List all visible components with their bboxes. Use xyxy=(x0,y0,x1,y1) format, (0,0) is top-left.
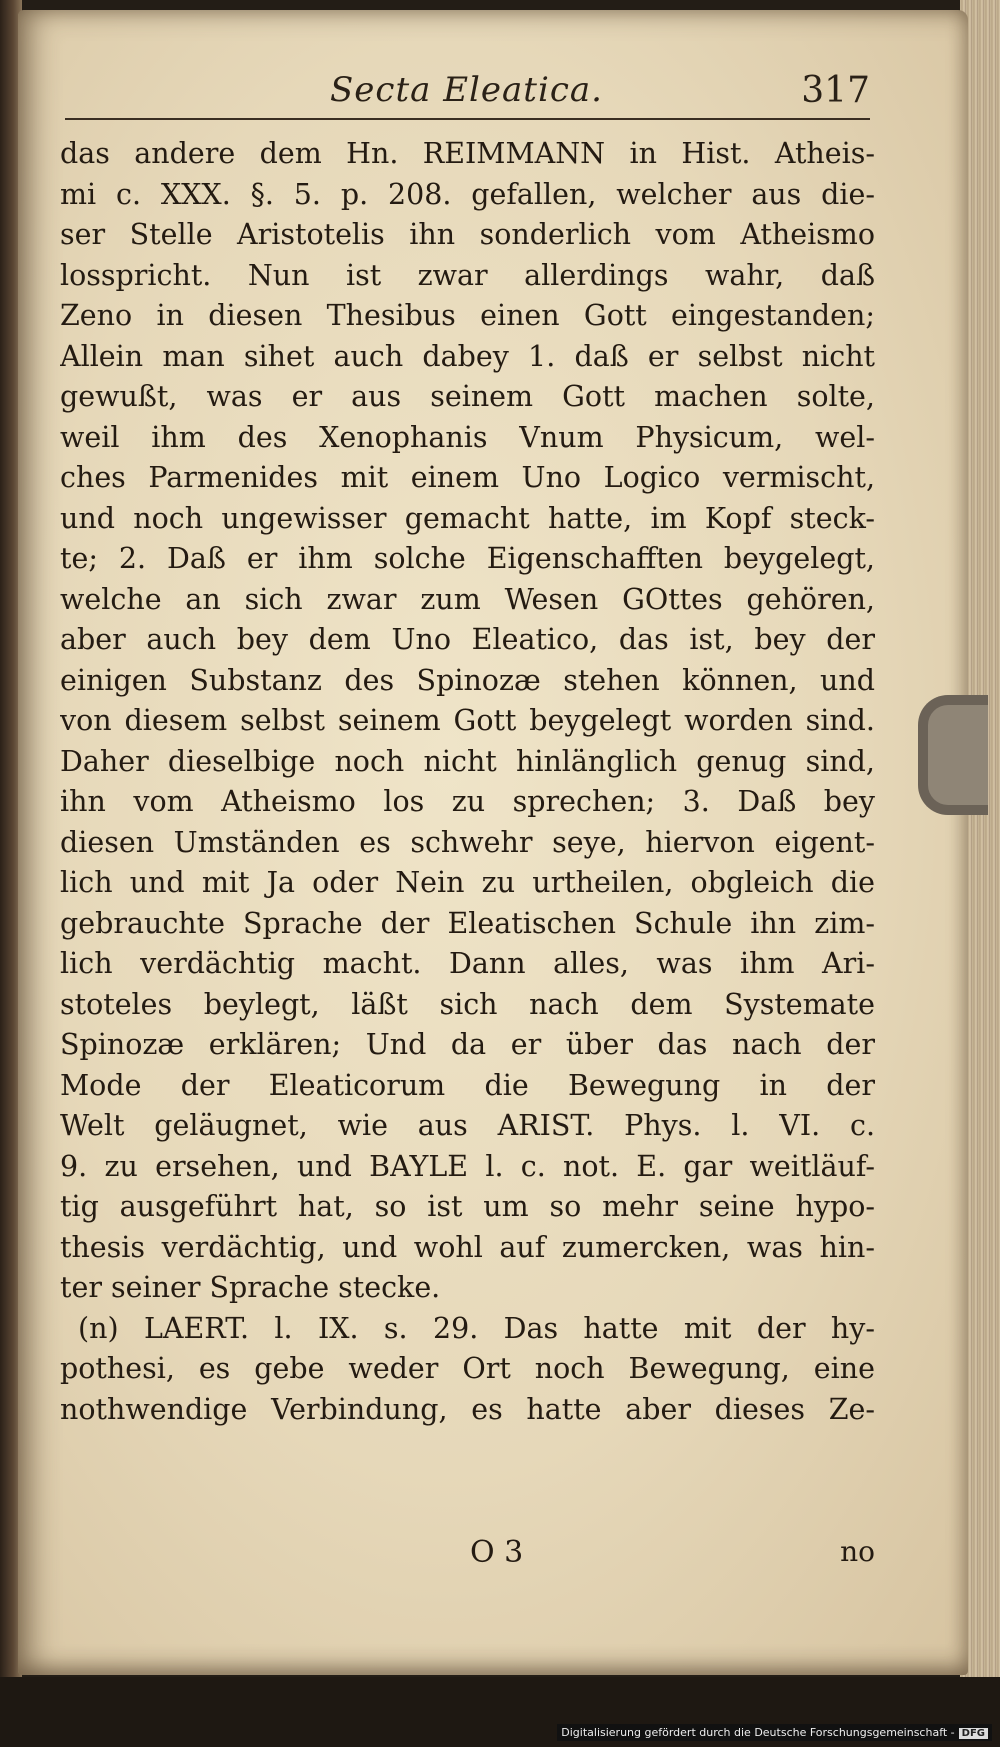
body-text xyxy=(60,134,875,1430)
header-rule xyxy=(65,118,870,120)
text-line: von diesem selbst seinem Gott beygelegt worden sind. xyxy=(60,704,875,737)
digitization-credit xyxy=(557,1724,992,1741)
page-number: 317 xyxy=(801,70,870,111)
text-line: lich und mit Ja oder Nein zu urtheilen, obgleich die xyxy=(60,866,875,899)
text-line: gebrauchte Sprache der Eleatischen Schule ihn zim- xyxy=(60,906,875,940)
text-line: welche an sich zwar zum Wesen GOttes gehören, xyxy=(60,582,875,616)
dfg-logo-icon: DFG xyxy=(959,1728,988,1739)
text-line: aber auch bey dem Uno Eleatico, das ist, bey der xyxy=(60,623,875,656)
text-line: Welt geläugnet, wie aus ARIST. Phys. l. VI. c. xyxy=(60,1109,875,1142)
footnote-line: pothesi, es gebe weder Ort noch Bewegung, eine xyxy=(60,1352,875,1385)
text-line: losspricht. Nun ist zwar allerdings wahr, daß xyxy=(60,258,875,292)
text-line: 9. zu ersehen, und BAYLE l. c. not. E. gar weitläuf- xyxy=(60,1149,875,1183)
text-line: gewußt, was er aus seinem Gott machen solte, xyxy=(60,380,875,413)
page-header xyxy=(330,70,870,120)
text-line: ter seiner Sprache stecke. xyxy=(60,1271,441,1304)
text-line: und noch ungewisser gemacht hatte, im Kopf steck- xyxy=(60,501,875,535)
text-line: ser Stelle Aristotelis ihn sonderlich vom Atheismo xyxy=(60,218,875,251)
text-line: diesen Umständen es schwehr seye, hiervon eigent- xyxy=(60,825,875,859)
text-line: Allein man sihet auch dabey 1. daß er selbst nicht xyxy=(60,339,875,373)
text-line: thesis verdächtig, und wohl auf zumercken, was hin- xyxy=(60,1230,875,1264)
text-line: Zeno in diesen Thesibus einen Gott eingestanden; xyxy=(60,299,875,332)
page-clip xyxy=(918,695,988,815)
text-line: lich verdächtig macht. Dann alles, was ihm Ari- xyxy=(60,947,875,980)
text-line: ches Parmenides mit einem Uno Logico vermischt, xyxy=(60,461,875,494)
signature-mark: O 3 xyxy=(470,1535,524,1570)
footnote-line: nothwendige Verbindung, es hatte aber dieses Ze- xyxy=(60,1392,875,1426)
footnote-line: (n) LAERT. l. IX. s. 29. Das hatte mit der hy- xyxy=(78,1311,875,1345)
text-line: stoteles beylegt, läßt sich nach dem Systemate xyxy=(60,987,875,1021)
running-title: Secta Eleatica. xyxy=(330,70,603,110)
text-line: Spinozæ erklären; Und da er über das nach der xyxy=(60,1028,875,1061)
catchword: no xyxy=(840,1535,875,1568)
text-line: Daher dieselbige noch nicht hinlänglich genug sind, xyxy=(60,744,875,778)
page-footer xyxy=(60,1535,875,1580)
text-line: einigen Substanz des Spinozæ stehen können, und xyxy=(60,663,875,697)
text-line: mi c. XXX. §. 5. p. 208. gefallen, welcher aus die- xyxy=(60,177,875,211)
text-line: das andere dem Hn. REIMMANN in Hist. Atheis- xyxy=(60,137,875,170)
text-line: te; 2. Daß er ihm solche Eigenschafften beygelegt, xyxy=(60,542,875,575)
text-line: tig ausgeführt hat, so ist um so mehr seine hypo- xyxy=(60,1190,875,1223)
text-line: Mode der Eleaticorum die Bewegung in der xyxy=(60,1068,875,1102)
text-line: ihn vom Atheismo los zu sprechen; 3. Daß bey xyxy=(60,785,875,818)
text-line: weil ihm des Xenophanis Vnum Physicum, wel- xyxy=(60,420,875,454)
credit-text: Digitalisierung gefördert durch die Deutsche Forschungsgemeinschaft - xyxy=(561,1726,955,1739)
